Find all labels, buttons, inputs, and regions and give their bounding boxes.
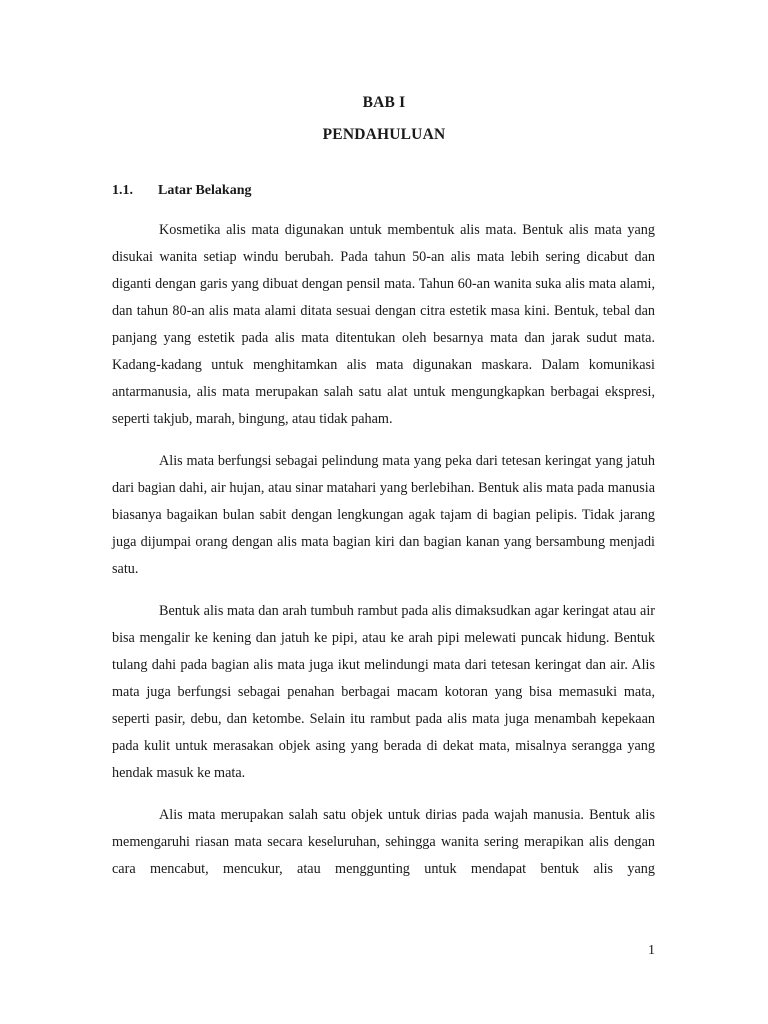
chapter-title: PENDAHULUAN — [322, 126, 446, 143]
paragraph-1: Kosmetika alis mata digunakan untuk membentuk alis mata. Bentuk alis mata yang disukai wanita setiap windu berubah. Pada tahun 50-an alis mata lebih sering dicabut dan diganti dengan garis yang dibuat dengan pensil mata. Tahun 60-an wanita suka alis mata alami, dan tahun 80-an alis mata alami ditata sesuai dengan citra estetik masa kini. Bentuk, tebal dan panjang yang estetik pada alis mata ditentukan oleh besarnya mata dan jarak sudut mata. Kadang-kadang untuk menghitamkan alis mata digunakan maskara. Dalam komunikasi antarmanusia, alis mata merupakan salah satu alat untuk mengungkapkan berbagai ekspresi, seperti takjub, marah, bingung, atau tidak paham. — [112, 222, 655, 427]
section-heading — [112, 183, 251, 199]
body-text — [112, 217, 655, 883]
section-title: Latar Belakang — [158, 183, 252, 198]
paragraph-3: Bentuk alis mata dan arah tumbuh rambut pada alis dimaksudkan agar keringat atau air bisa mengalir ke kening dan jatuh ke pipi, atau ke arah pipi melewati puncak hidung. Bentuk tulang dahi pada bagian alis mata juga ikut melindungi mata dari tetesan keringat dan air. Alis mata juga berfungsi sebagai penahan berbagai macam kotoran yang bisa memasuki mata, seperti pasir, debu, dan ketombe. Selain itu rambut pada alis mata juga menambah kepekaan pada kulit untuk merasakan objek asing yang berada di dekat mata, misalnya serangga yang hendak masuk ke mata. — [112, 603, 655, 781]
chapter-label: BAB I — [362, 94, 406, 111]
paragraph-4: Alis mata merupakan salah satu objek untuk dirias pada wajah manusia. Bentuk alis memengaruhi riasan mata secara keseluruhan, sehingga wanita sering merapikan alis dengan cara mencabut, mencukur, atau menggunting untuk mendapat bentuk alis yang — [112, 807, 655, 877]
paragraph-2: Alis mata berfungsi sebagai pelindung mata yang peka dari tetesan keringat yang jatuh dari bagian dahi, air hujan, atau sinar matahari yang berlebihan. Bentuk alis mata pada manusia biasanya bagaikan bulan sabit dengan lengkungan agak tajam di bagian pelipis. Tidak jarang juga dijumpai orang dengan alis mata bagian kiri dan bagian kanan yang bersambung menjadi satu. — [112, 453, 655, 577]
section-number: 1.1. — [112, 183, 133, 198]
page-number: 1 — [648, 943, 655, 958]
